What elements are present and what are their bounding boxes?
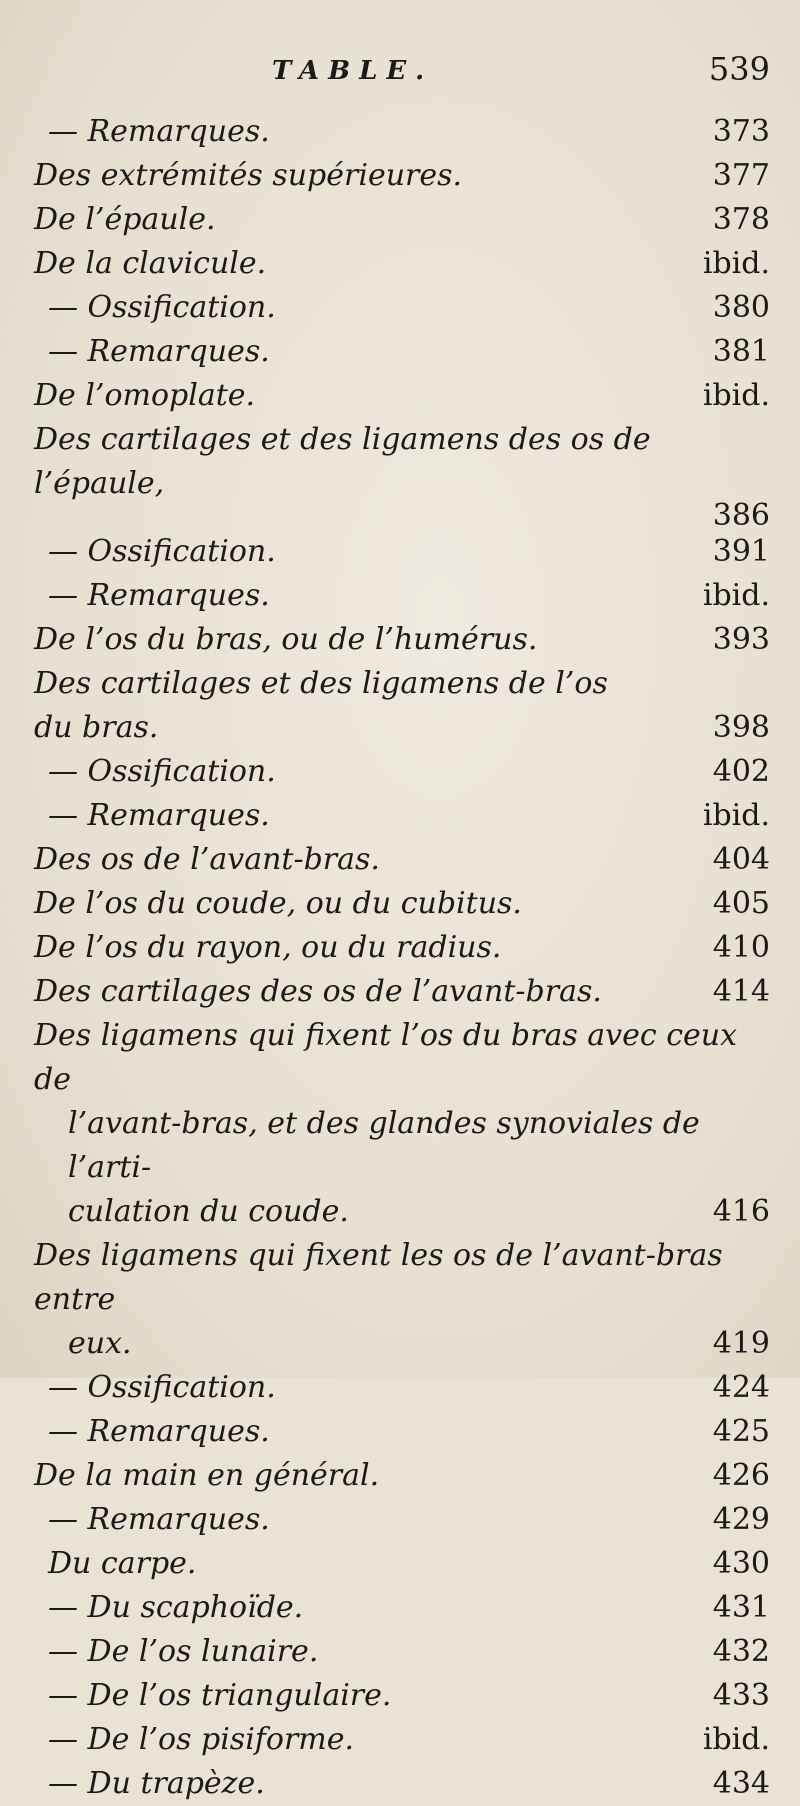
toc-entry: — Ossification. 380 <box>48 290 770 325</box>
toc-entry: Des cartilages et des ligamens des os de l’épaule, 386 <box>34 422 770 533</box>
toc-entry: De la clavicule. ibid. <box>34 246 770 281</box>
toc-entry: Des ligamens qui fixent les os de l’avant-bras entre eux. 419 <box>34 1238 770 1361</box>
page-header <box>0 48 800 98</box>
toc-entry: — Du trapèze. 434 <box>48 1766 770 1801</box>
toc-entry: — Remarques. 425 <box>48 1414 770 1449</box>
toc-entry: Des ligamens qui fixent l’os du bras avec ceux de l’avant-bras, et des glandes synoviales de l’arti- culation du coude. 416 <box>34 1018 770 1229</box>
toc-entry: — Remarques. ibid. <box>48 578 770 613</box>
toc-entry: De la main en général. 426 <box>34 1458 770 1493</box>
toc-entry: Des cartilages et des ligamens de l’os du bras. 398 <box>34 666 770 745</box>
page-number: 539 <box>708 50 770 88</box>
toc-entry: — Ossification. 424 <box>48 1370 770 1405</box>
toc-entry: — Remarques. 373 <box>48 114 770 149</box>
running-title: TABLE. <box>272 56 434 86</box>
toc-entry: Des os de l’avant-bras. 404 <box>34 842 770 877</box>
toc-entry: De l’os du bras, ou de l’humérus. 393 <box>34 622 770 657</box>
toc-entry: — Remarques. ibid. <box>48 798 770 833</box>
toc-entry: Du carpe. 430 <box>48 1546 770 1581</box>
toc-entry: De l’épaule. 378 <box>34 202 770 237</box>
toc-entry: De l’omoplate. ibid. <box>34 378 770 413</box>
toc-entry: — Du scaphoïde. 431 <box>48 1590 770 1625</box>
toc-entry: De l’os du coude, ou du cubitus. 405 <box>34 886 770 921</box>
toc-entry: De l’os du rayon, ou du radius. 410 <box>34 930 770 965</box>
toc-entry: — Ossification. 402 <box>48 754 770 789</box>
toc-entry: — De l’os triangulaire. 433 <box>48 1678 770 1713</box>
toc-entry: Des extrémités supérieures. 377 <box>34 158 770 193</box>
toc-entry: — Ossification. 391 <box>48 534 770 569</box>
toc-entry: — De l’os lunaire. 432 <box>48 1634 770 1669</box>
table-of-contents <box>34 110 770 1806</box>
toc-entry: — De l’os pisiforme. ibid. <box>48 1722 770 1757</box>
toc-entry: — Remarques. 381 <box>48 334 770 369</box>
toc-entry: — Remarques. 429 <box>48 1502 770 1537</box>
toc-entry: Des cartilages des os de l’avant-bras. 414 <box>34 974 770 1009</box>
